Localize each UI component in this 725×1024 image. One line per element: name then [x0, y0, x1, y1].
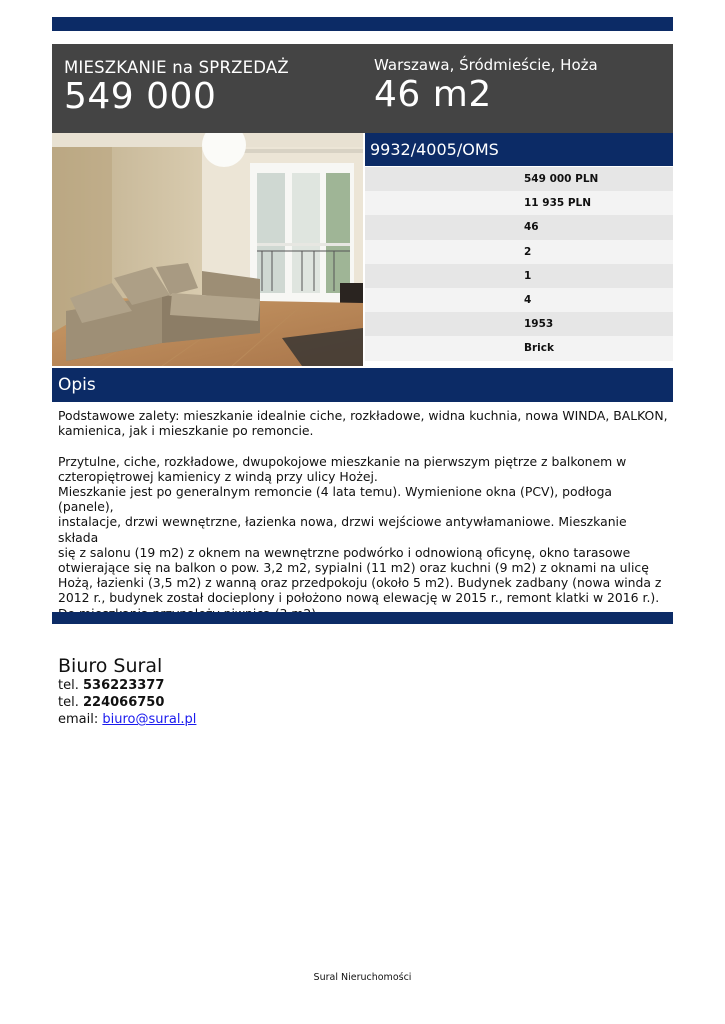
phone-line-2: [58, 694, 196, 711]
description-body: [58, 408, 670, 621]
offer-type: MIESZKANIE na SPRZEDAŻ: [64, 58, 289, 77]
detail-value: 4: [524, 293, 532, 306]
phone-line-1: [58, 677, 196, 694]
reference-number-bar: [365, 133, 673, 166]
detail-value: 1953: [524, 318, 554, 331]
email-line: [58, 711, 196, 728]
detail-row: [365, 336, 673, 360]
detail-value: 11 935 PLN: [524, 197, 592, 210]
detail-row: [365, 215, 673, 239]
phone-number-1[interactable]: 536223377: [82, 678, 165, 693]
detail-row: [365, 167, 673, 191]
phone-label: tel.: [58, 695, 79, 710]
description-heading: Opis: [58, 375, 96, 395]
detail-row: [365, 312, 673, 336]
agency-name: Biuro Sural: [58, 655, 163, 677]
email-label: email:: [58, 712, 99, 727]
apartment-photo: [52, 133, 363, 366]
phone-number-2[interactable]: 224066750: [82, 695, 165, 710]
detail-value: 1: [524, 269, 532, 282]
agency-contact: [58, 655, 196, 728]
detail-value: Brick: [524, 342, 554, 355]
description-paragraph: Przytulne, ciche, rozkładowe, dwupokojowe mieszkanie na pierwszym piętrze z balkonem w czteropiętrowej kamienicy z windą przy ulicy Hożej. Mieszkanie jest po generalnym remoncie (4 lata temu). Wymienione okna (PCV), podłoga (panele), instalacje, drzwi wewnętrzne, łazienka nowa, drzwi wejściowe antywłamaniowe. Mieszkanie składa się z salonu (19 m2) z oknem na wewnętrzne podwórko i odnowioną oficynę, okno tarasowe otwierające się na balkon o pow. 3,2 m2, sypialni (11 m2) oraz kuchni (9 m2) z oknami na ulicę Hożą, łazienki (3,5 m2) z wanną oraz przedpokoju (około 5 m2). Budynek zadbany (nowa winda z 2012 r., budynek został docieplony i położono nową elewację w 2015 r., remont klatki w 2016 r.).: [58, 453, 662, 606]
price-headline: 549 000: [64, 76, 217, 117]
bottom-accent-bar: [52, 612, 673, 624]
location: Warszawa, Śródmieście, Hoża: [374, 56, 598, 74]
area-headline: 46 m2: [374, 74, 492, 115]
details-table: [365, 167, 673, 361]
detail-value: 549 000 PLN: [524, 173, 599, 185]
detail-value: 2: [524, 245, 532, 258]
description-heading-bar: [52, 368, 673, 402]
living-room-image-icon: [52, 133, 363, 366]
description-paragraph: Podstawowe zalety: mieszkanie idealnie ciche, rozkładowe, widna kuchnia, nowa WINDA, BALKON, kamienica, jak i mieszkanie po remoncie.: [58, 408, 668, 439]
detail-value: 46: [524, 221, 539, 234]
footer-text: Sural Nieruchomości: [313, 972, 412, 983]
reference-number: 9932/4005/OMS: [370, 140, 499, 159]
email-link[interactable]: biuro@sural.pl: [102, 712, 197, 727]
detail-row: [365, 288, 673, 312]
listing-header: [52, 44, 673, 133]
top-accent-bar: [52, 17, 673, 31]
phone-label: tel.: [58, 678, 79, 693]
detail-row: [365, 240, 673, 264]
detail-row: [365, 264, 673, 288]
detail-row: [365, 191, 673, 215]
